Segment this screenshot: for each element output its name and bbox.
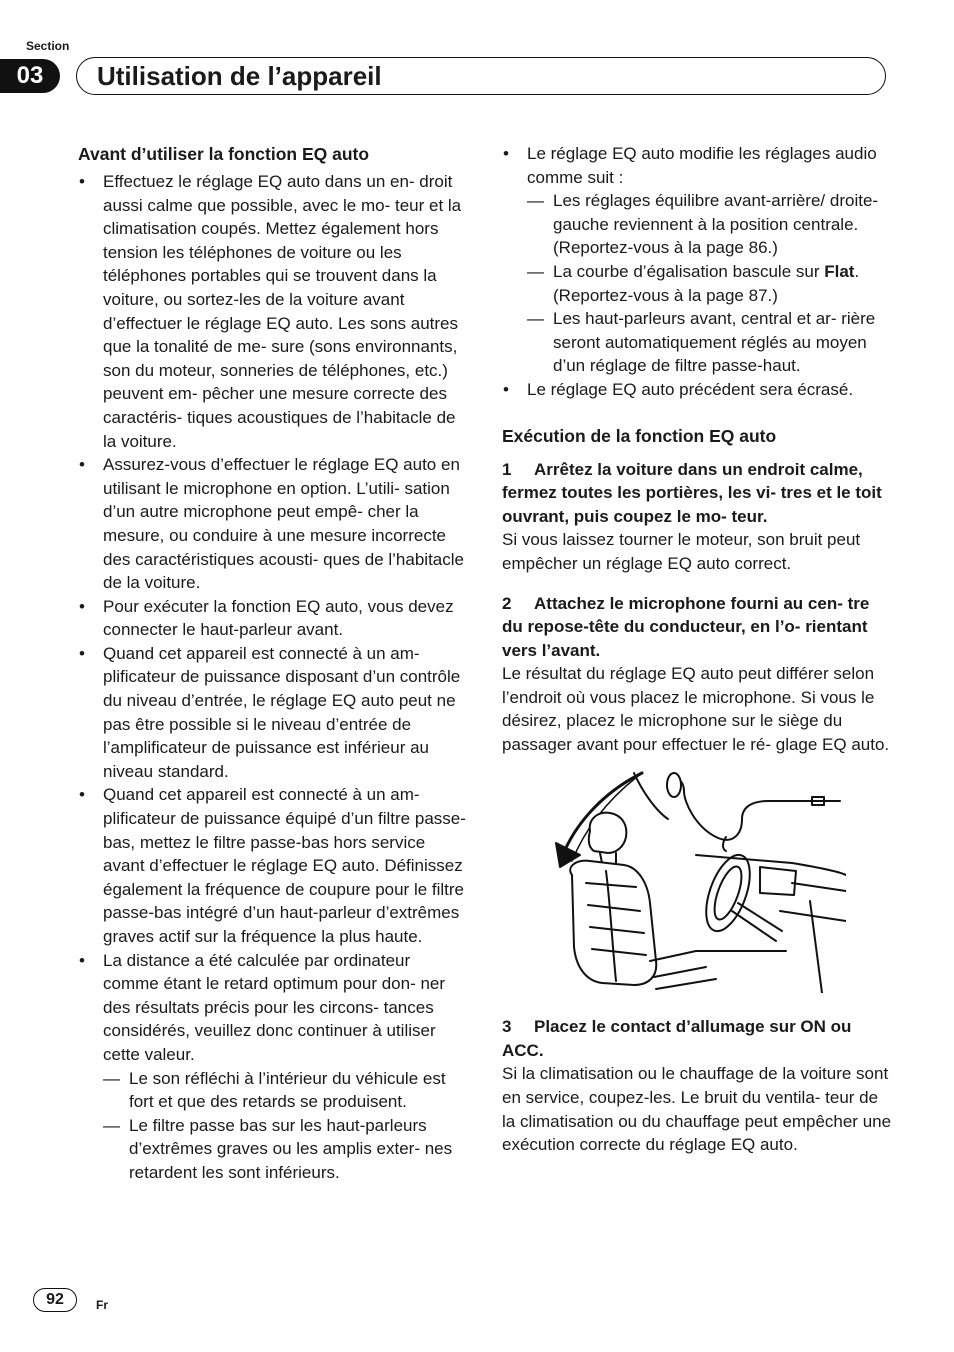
step-3-title: [502, 1015, 894, 1062]
step-3-body: Si la climatisation ou le chauffage de la voiture sont en service, coupez-les. Le bruit du ventila- teur de la climatisation ou du chauffage peut empêcher une exécution correcte du réglage EQ auto.: [502, 1064, 892, 1155]
step-2-title: [502, 592, 894, 663]
step-1-body: Si vous laissez tourner le moteur, son bruit peut empêcher un réglage EQ auto correct.: [502, 530, 861, 573]
microphone-headrest-illustration: [546, 771, 846, 993]
right-column: [502, 142, 894, 1157]
right-bullet-1: [502, 142, 894, 378]
left-bullet-list: [78, 170, 466, 1185]
left-dash-list: [103, 1067, 466, 1185]
step-1-title-text: Arrêtez la voiture dans un endroit calme, fermez toutes les portières, les vi- tres et le toit ouvrant, puis coupez le mo- teur.: [502, 459, 882, 526]
right-bullet-2: • Le réglage EQ auto précédent sera écrasé.: [502, 378, 894, 402]
left-column: [78, 142, 466, 1185]
step-1: [502, 458, 894, 576]
left-dash-2: — Le filtre passe bas sur les haut-parleurs d’extrêmes graves ou les amplis exter- nes retardent les sont inférieurs.: [103, 1114, 466, 1185]
left-heading: Avant d’utiliser la fonction EQ auto: [78, 144, 370, 164]
section-label: Section: [26, 39, 70, 53]
right-dash-list: [527, 189, 894, 378]
right-dash-2-before: La courbe d’égalisation bascule sur: [553, 261, 825, 281]
right-bullet-list: [502, 142, 894, 402]
left-bullet-6-text: La distance a été calculée par ordinateur comme étant le retard optimum pour don- ner des résultats précis pour les circons- tances considérés, veuillez donc continuer à utiliser cette valeur.: [103, 950, 446, 1064]
step-2-body: Le résultat du réglage EQ auto peut différer selon l’endroit où vous placez le microphone. Si vous le désirez, placez le microphone sur le siège du passager avant pour effectuer le ré- glage EQ auto.: [502, 664, 890, 755]
section-number-badge: 03: [0, 59, 60, 93]
step-2: [502, 592, 894, 757]
step-2-number: 2: [502, 593, 512, 613]
right-bullet-1-text: Le réglage EQ auto modifie les réglages audio comme suit :: [527, 144, 877, 187]
step-2-title-text: Attachez le microphone fourni au cen- tre du repose-tête du conducteur, en l’o- rientant vers l’avant.: [502, 593, 870, 660]
step-3-title-text: Placez le contact d’allumage sur ON ou ACC.: [502, 1017, 852, 1060]
left-bullet-6: [78, 949, 466, 1185]
right-heading: Exécution de la fonction EQ auto: [502, 425, 777, 446]
right-dash-1: — Les réglages équilibre avant-arrière/ droite-gauche reviennent à la position centrale. (Reportez-vous à la page 86.): [527, 189, 894, 260]
flat-keyword: Flat: [824, 261, 855, 281]
title-box: [76, 57, 886, 95]
right-dash-2: [527, 260, 894, 307]
right-dash-3: — Les haut-parleurs avant, central et ar- rière seront automatiquement réglés au moyen d’un réglage de filtre passe-haut.: [527, 307, 894, 378]
step-3: [502, 1015, 894, 1157]
step-1-number: 1: [502, 459, 512, 479]
left-bullet-3: • Pour exécuter la fonction EQ auto, vous devez connecter le haut-parleur avant.: [78, 595, 466, 642]
left-dash-1: — Le son réfléchi à l’intérieur du véhicule est fort et que des retards se produisent.: [103, 1067, 466, 1114]
right-dash-2-after: . (Reportez-vous à la page 87.): [553, 261, 860, 305]
left-bullet-2: • Assurez-vous d’effectuer le réglage EQ auto en utilisant le microphone en option. L’utili- sation d’un autre microphone peut empê- cher la mesure, ou conduire à une mesure incorrecte des caractéristiques acousti- ques de l’habitacle de la voiture.: [78, 453, 466, 595]
page-title: Utilisation de l’appareil: [97, 61, 382, 91]
step-3-number: 3: [502, 1017, 512, 1037]
page-number: 92: [33, 1288, 77, 1312]
left-bullet-5: • Quand cet appareil est connecté à un am- plificateur de puissance équipé d’un filtre passe-bas, mettez le filtre passe-bas hors service avant d’effectuer le réglage EQ auto. Définissez également la fréquence de coupure pour le filtre passe-bas intégré d’un haut-parleur d’extrêmes graves actif sur la fréquence la plus haute.: [78, 783, 466, 948]
step-1-title: [502, 458, 894, 529]
left-bullet-1: • Effectuez le réglage EQ auto dans un en- droit aussi calme que possible, avec le mo- teur et la climatisation coupés. Mettez également hors tension les téléphones de voiture ou les téléphones portables qui se trouvent dans la voiture, ou sortez-les de la voiture avant d’effectuer le réglage EQ auto. Les sons autres que la tonalité de me- sure (sons environnants, son du moteur, sonneries de téléphones, etc.) peuvent em- pêcher une mesure correcte des caractéris- tiques acoustiques de l’habitacle de la voiture.: [78, 170, 466, 453]
language-label: Fr: [96, 1298, 108, 1312]
left-bullet-4: • Quand cet appareil est connecté à un am- plificateur de puissance disposant d’un contrôle du niveau d’entrée, le réglage EQ auto peut ne pas être possible si le niveau d’entrée de l’amplificateur de puissance est inférieur au niveau standard.: [78, 642, 466, 784]
